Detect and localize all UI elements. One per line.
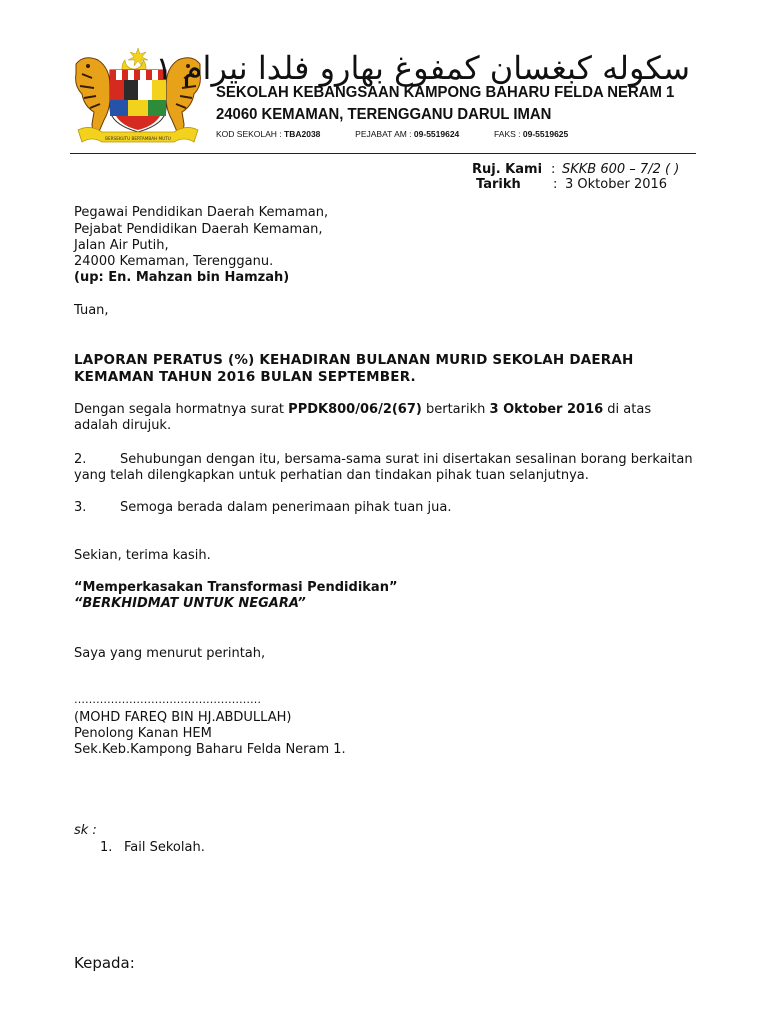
paragraph-3-text: Semoga berada dalam penerimaan pihak tuan jua. bbox=[120, 500, 452, 515]
signature-line: …………………………………………… bbox=[74, 693, 261, 706]
recipient-line-3: Jalan Air Putih, bbox=[74, 238, 169, 253]
sk-item-text: Fail Sekolah. bbox=[124, 840, 205, 855]
crest-motto: BERSEKUTU BERTAMBAH MUTU bbox=[105, 136, 171, 141]
sk-label: sk : bbox=[74, 823, 97, 838]
faks-label: FAKS : bbox=[494, 129, 523, 139]
kod-sekolah-value: TBA2038 bbox=[284, 129, 321, 139]
signatory-title: Penolong Kanan HEM bbox=[74, 726, 212, 741]
recipient-attention: (up: En. Mahzan bin Hamzah) bbox=[74, 270, 290, 285]
ref-separator: : bbox=[551, 162, 556, 177]
recipient-line-4: 24000 Kemaman, Terengganu. bbox=[74, 254, 274, 269]
slogan-2: “BERKHIDMAT UNTUK NEGARA” bbox=[74, 596, 306, 611]
salutation: Tuan, bbox=[74, 303, 109, 318]
kepada-label: Kepada: bbox=[74, 954, 135, 972]
kod-sekolah-label: KOD SEKOLAH : bbox=[216, 129, 285, 139]
para1-ref-number: PPDK800/06/2(67) bbox=[288, 402, 422, 417]
subject-line-1: LAPORAN PERATUS (%) KEHADIRAN BULANAN MURID SEKOLAH DAERAH bbox=[74, 352, 634, 368]
paragraph-1-line-1 bbox=[74, 402, 651, 417]
recipient-line-2: Pejabat Pendidikan Daerah Kemaman, bbox=[74, 222, 323, 237]
ruj-kami-label: Ruj. Kami bbox=[472, 162, 543, 177]
pejabat-label: PEJABAT AM : bbox=[355, 129, 414, 139]
school-address: 24060 KEMAMAN, TERENGGANU DARUL IMAN bbox=[216, 106, 552, 123]
para1-text-a: Dengan segala hormatnya surat bbox=[74, 402, 289, 417]
paragraph-2-line-1: Sehubungan dengan itu, bersama-sama surat ini disertakan sesalinan borang berkaitan bbox=[120, 452, 693, 467]
recipient-line-1: Pegawai Pendidikan Daerah Kemaman, bbox=[74, 205, 329, 220]
subject-line-2: KEMAMAN TAHUN 2016 BULAN SEPTEMBER. bbox=[74, 369, 416, 385]
paragraph-2-number: 2. bbox=[74, 452, 87, 467]
signatory-name: (MOHD FAREQ BIN HJ.ABDULLAH) bbox=[74, 710, 292, 725]
jawi-school-name: سكوله كبغسان كمفوغ بهارو فلدا نيرام ١ bbox=[155, 49, 690, 87]
paragraph-3-number: 3. bbox=[74, 500, 87, 515]
school-name: SEKOLAH KEBANGSAAN KAMPONG BAHARU FELDA NERAM 1 bbox=[216, 84, 675, 101]
faks-value: 09-5519625 bbox=[522, 129, 569, 139]
tarikh-value: 3 Oktober 2016 bbox=[565, 177, 668, 192]
letterhead-divider bbox=[70, 153, 696, 154]
pejabat-value: 09-5519624 bbox=[413, 129, 460, 139]
tarikh-label: Tarikh bbox=[476, 177, 521, 192]
para1-date: 3 Oktober 2016 bbox=[489, 402, 604, 417]
paragraph-1-line-2: adalah dirujuk. bbox=[74, 418, 172, 433]
signatory-organization: Sek.Keb.Kampong Baharu Felda Neram 1. bbox=[74, 742, 346, 757]
sk-item-number: 1. bbox=[100, 840, 113, 855]
closing: Sekian, terima kasih. bbox=[74, 548, 211, 563]
ruj-kami-value: SKKB 600 – 7/2 ( ) bbox=[562, 162, 680, 177]
saya-yang-menurut: Saya yang menurut perintah, bbox=[74, 646, 266, 661]
school-contact-codes bbox=[216, 129, 568, 139]
para1-text-b: bertarikh bbox=[421, 402, 490, 417]
slogan-1: “Memperkasakan Transformasi Pendidikan” bbox=[74, 580, 398, 595]
ref-separator: : bbox=[553, 177, 558, 192]
paragraph-2-line-2: yang telah dilengkapkan untuk perhatian dan tindakan pihak tuan selanjutnya. bbox=[74, 468, 589, 483]
para1-text-c: di atas bbox=[603, 402, 652, 417]
